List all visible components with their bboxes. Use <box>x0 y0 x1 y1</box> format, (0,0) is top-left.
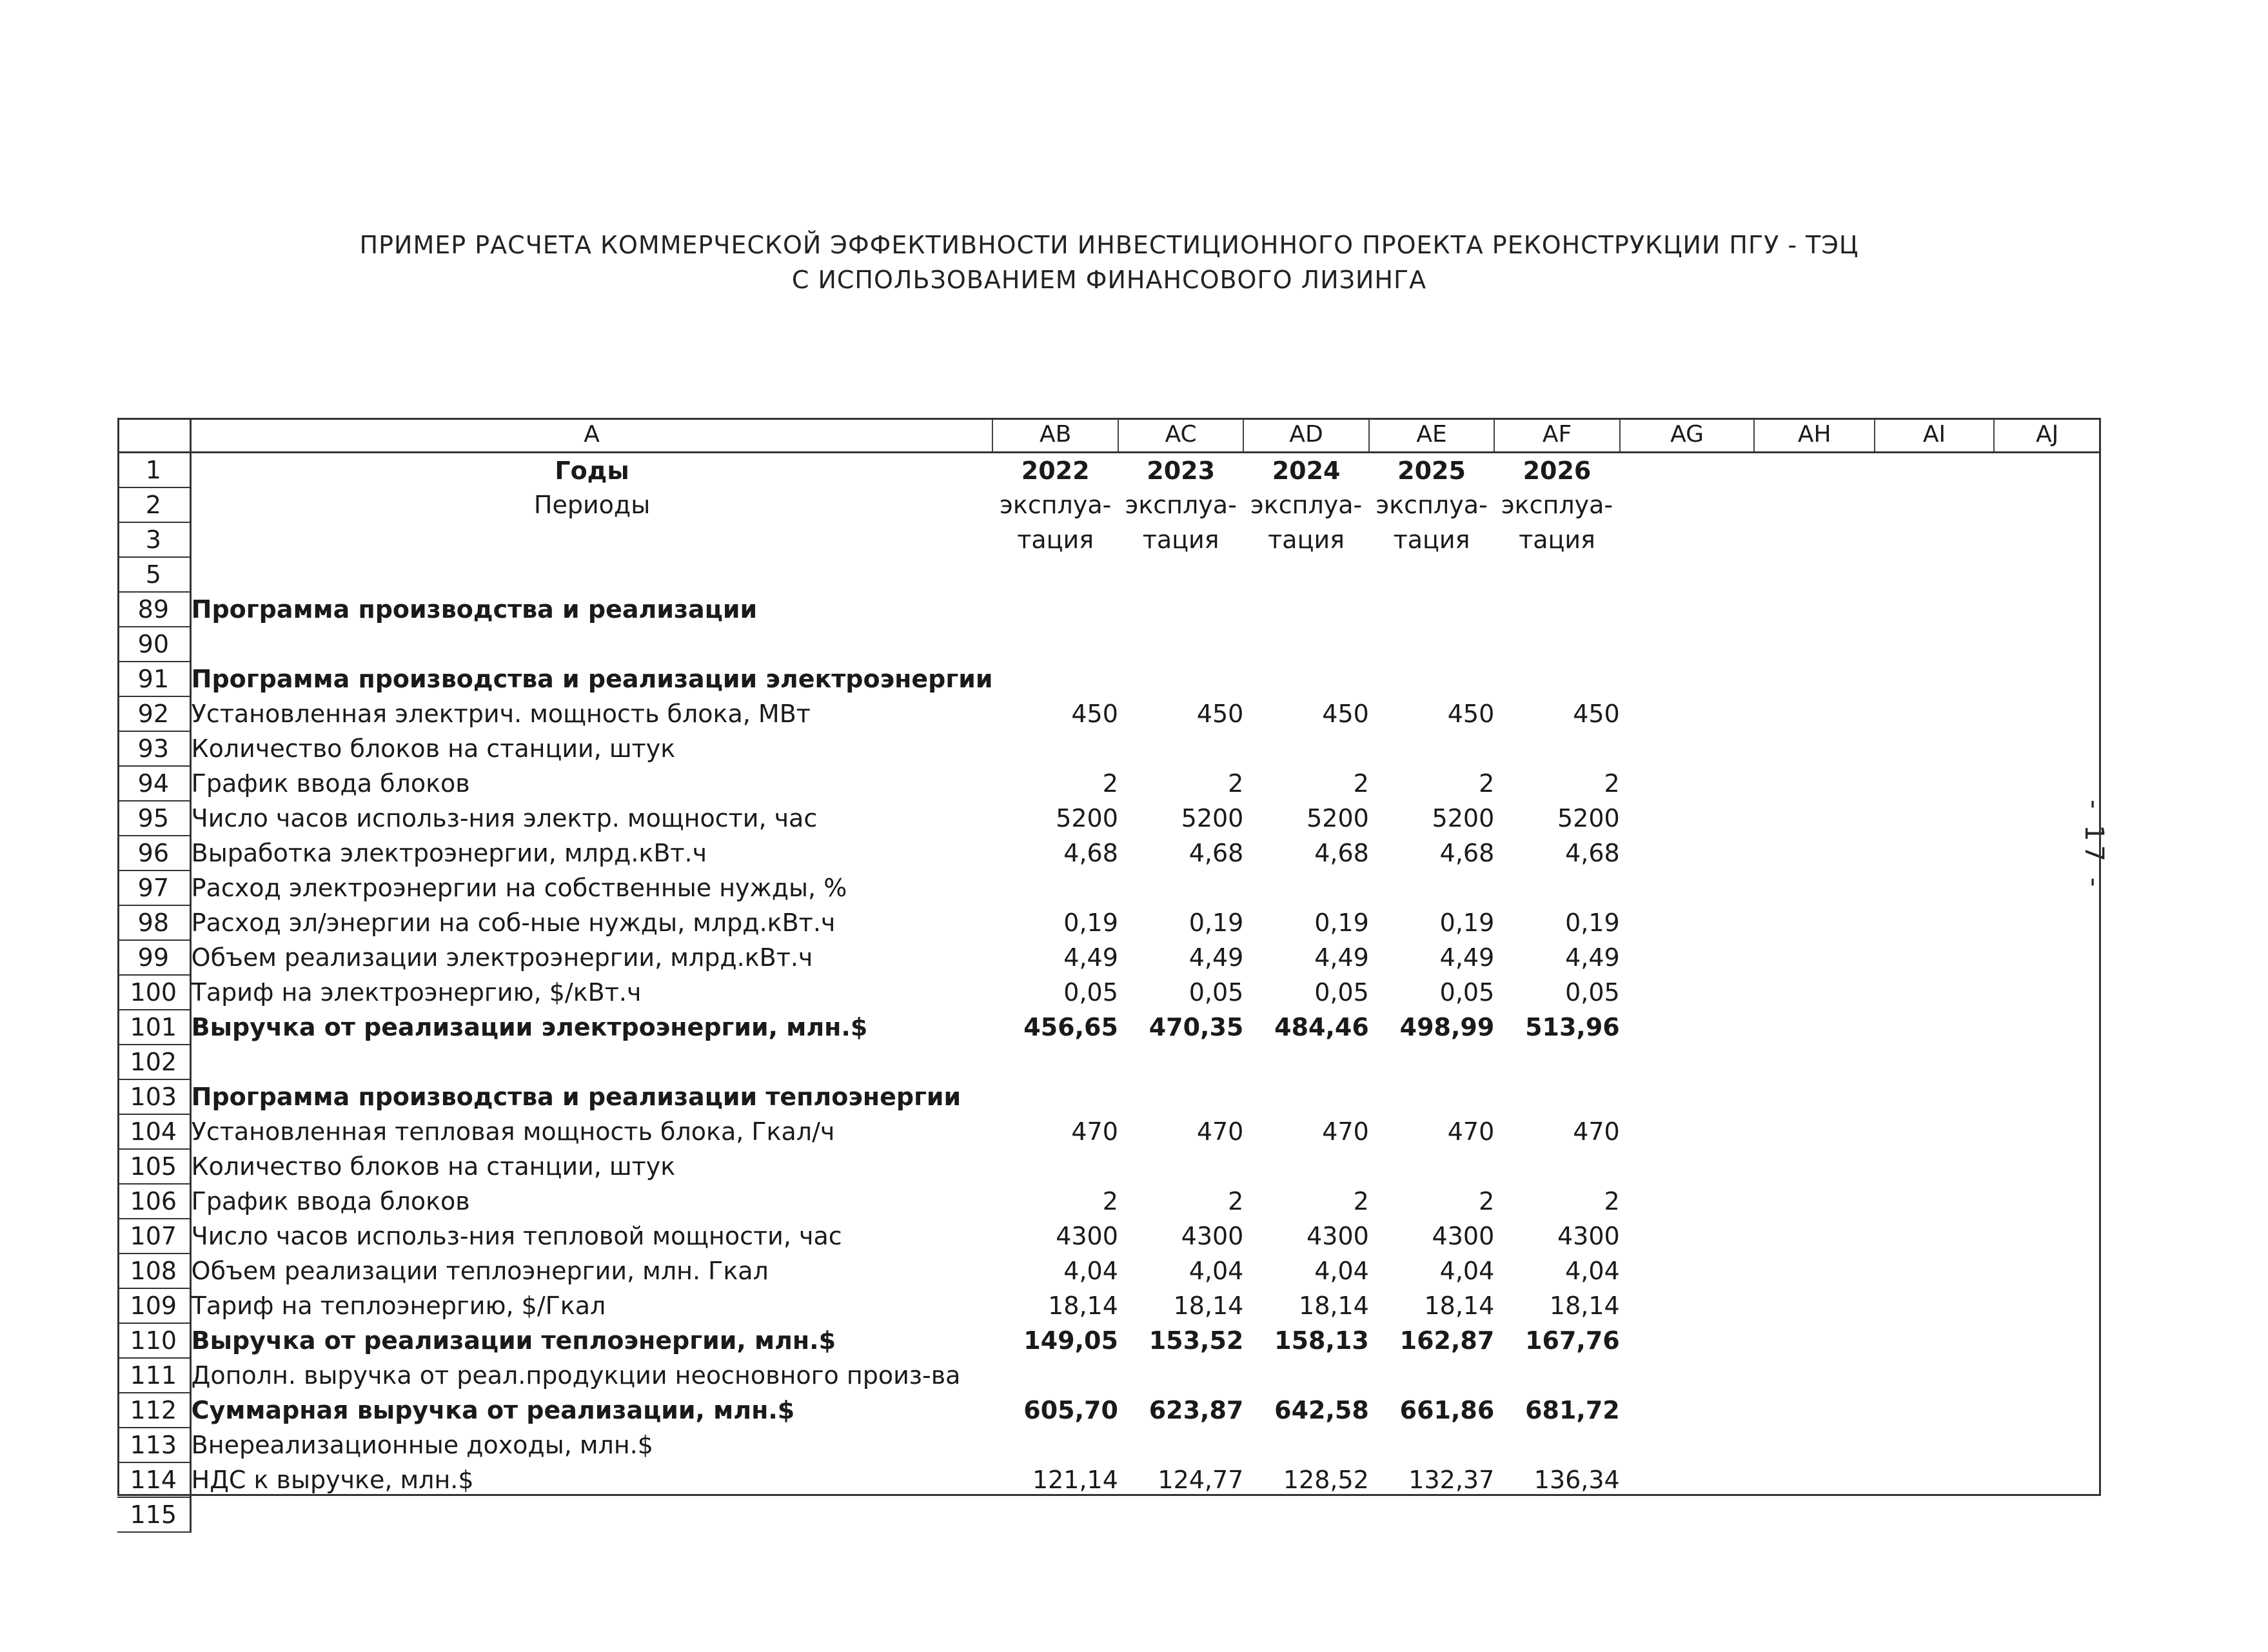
value-cell[interactable]: 4300 <box>1307 1222 1369 1250</box>
value-cell[interactable]: 149,05 <box>1023 1326 1118 1355</box>
spreadsheet <box>117 418 2101 1529</box>
value-cell[interactable]: 0,05 <box>1565 978 1620 1007</box>
value-cell[interactable] <box>1118 1497 1243 1532</box>
value-cell[interactable]: 2 <box>1479 1187 1495 1215</box>
value-cell[interactable]: 4,68 <box>1439 839 1495 867</box>
column-header-af[interactable]: AF <box>1494 418 1619 453</box>
value-cell[interactable]: 4,68 <box>1314 839 1369 867</box>
value-cell[interactable]: 0,19 <box>1565 909 1620 937</box>
value-cell[interactable]: 4,49 <box>1314 943 1369 972</box>
column-header-ah[interactable]: AH <box>1754 418 1874 453</box>
period-cell[interactable]: эксплуа- <box>1376 491 1488 519</box>
row-number[interactable]: 99 <box>117 940 190 975</box>
section-heading[interactable]: Программа производства и реализации <box>191 595 758 624</box>
row-label[interactable]: Количество блоков на станции, штук <box>191 1152 676 1181</box>
row-label[interactable]: Объем реализации электроэнергии, млрд.кВт.ч <box>191 943 813 972</box>
row-number[interactable]: 92 <box>117 696 190 731</box>
value-cell[interactable]: 5200 <box>1056 804 1118 832</box>
row-number[interactable]: 95 <box>117 801 190 836</box>
period-cell[interactable]: эксплуа- <box>1000 491 1112 519</box>
empty-cell[interactable] <box>1620 1497 1755 1532</box>
value-cell[interactable]: 4,04 <box>1063 1257 1118 1285</box>
value-cell[interactable]: 4300 <box>1557 1222 1620 1250</box>
row-label[interactable]: Суммарная выручка от реализации, млн.$ <box>191 1396 795 1424</box>
row-number[interactable]: 113 <box>117 1428 190 1462</box>
value-cell[interactable]: 450 <box>1447 700 1495 728</box>
value-cell[interactable]: 162,87 <box>1399 1326 1495 1355</box>
row-label[interactable]: Число часов использ-ния электр. мощности, час <box>191 804 818 832</box>
row-label[interactable]: Выручка от реализации электроэнергии, млн.$ <box>191 1013 868 1041</box>
row-number[interactable]: 102 <box>117 1045 190 1079</box>
row-number[interactable]: 91 <box>117 662 190 696</box>
value-cell[interactable]: 18,14 <box>1048 1292 1118 1320</box>
value-cell[interactable]: 5200 <box>1181 804 1244 832</box>
year-cell[interactable]: 2024 <box>1272 456 1341 485</box>
row-number[interactable]: 94 <box>117 766 190 801</box>
table-row <box>117 1497 2100 1532</box>
row-label[interactable]: Внереализационные доходы, млн.$ <box>191 1431 653 1459</box>
value-cell[interactable]: 2 <box>1228 1187 1244 1215</box>
value-cell[interactable]: 167,76 <box>1525 1326 1620 1355</box>
value-cell[interactable]: 470 <box>1447 1117 1495 1146</box>
value-cell[interactable]: 605,70 <box>1023 1396 1118 1424</box>
period-cell[interactable]: тация <box>1393 526 1470 554</box>
value-cell[interactable]: 0,19 <box>1439 909 1495 937</box>
row-number[interactable]: 115 <box>117 1497 190 1532</box>
value-cell[interactable]: 4,04 <box>1439 1257 1495 1285</box>
year-cell[interactable]: 2023 <box>1147 456 1216 485</box>
value-cell[interactable]: 4300 <box>1432 1222 1495 1250</box>
value-cell[interactable]: 4,49 <box>1063 943 1118 972</box>
row-label[interactable]: График ввода блоков <box>191 1187 470 1215</box>
row-number[interactable]: 103 <box>117 1079 190 1114</box>
row-number[interactable]: 1 <box>117 453 190 488</box>
column-header-a[interactable]: A <box>190 418 992 453</box>
value-cell[interactable]: 0,19 <box>1314 909 1369 937</box>
value-cell[interactable]: 121,14 <box>1032 1466 1118 1494</box>
value-cell[interactable]: 18,14 <box>1549 1292 1620 1320</box>
row-label[interactable]: Расход эл/энергии на соб-ные нужды, млрд.кВт.ч <box>191 909 836 937</box>
value-cell[interactable]: 2 <box>1604 769 1620 798</box>
period-cell[interactable]: тация <box>1519 526 1595 554</box>
value-cell[interactable]: 18,14 <box>1299 1292 1369 1320</box>
row-label[interactable]: Выручка от реализации теплоэнергии, млн.$ <box>191 1326 836 1355</box>
row-number[interactable]: 111 <box>117 1358 190 1393</box>
value-cell[interactable]: 450 <box>1573 700 1620 728</box>
column-header-ab[interactable]: AB <box>992 418 1118 453</box>
column-header-ae[interactable]: AE <box>1369 418 1494 453</box>
row-label[interactable]: Число часов использ-ния тепловой мощности, час <box>191 1222 842 1250</box>
row-number[interactable]: 93 <box>117 731 190 766</box>
period-cell[interactable]: эксплуа- <box>1250 491 1363 519</box>
value-cell[interactable]: 4,68 <box>1565 839 1620 867</box>
value-cell[interactable]: 4,68 <box>1063 839 1118 867</box>
row-number[interactable]: 100 <box>117 975 190 1010</box>
row-number[interactable]: 90 <box>117 627 190 662</box>
row-label[interactable]: Установленная тепловая мощность блока, Гкал/ч <box>191 1117 835 1146</box>
document-title-line-1: ПРИМЕР РАСЧЕТА КОММЕРЧЕСКОЙ ЭФФЕКТИВНОСТИ ИНВЕСТИЦИОННОГО ПРОЕКТА РЕКОНСТРУКЦИИ ПГУ - ТЭЦ <box>359 231 1859 259</box>
row-number[interactable]: 107 <box>117 1219 190 1254</box>
period-cell[interactable]: тация <box>1017 526 1094 554</box>
row-number[interactable]: 105 <box>117 1149 190 1184</box>
column-header-aj[interactable]: AJ <box>1994 418 2100 453</box>
year-cell[interactable]: 2026 <box>1523 456 1592 485</box>
column-header-ag[interactable]: AG <box>1620 418 1755 453</box>
value-cell[interactable]: 158,13 <box>1274 1326 1369 1355</box>
value-cell[interactable]: 450 <box>1071 700 1118 728</box>
value-cell[interactable]: 4300 <box>1056 1222 1118 1250</box>
row-number[interactable]: 109 <box>117 1288 190 1323</box>
value-cell[interactable]: 513,96 <box>1525 1013 1620 1041</box>
row-number[interactable]: 114 <box>117 1462 190 1497</box>
empty-cell[interactable] <box>1994 1497 2100 1532</box>
value-cell[interactable]: 4,04 <box>1188 1257 1244 1285</box>
document-title-line-2: С ИСПОЛЬЗОВАНИЕМ ФИНАНСОВОГО ЛИЗИНГА <box>791 266 1427 294</box>
value-cell[interactable]: 124,77 <box>1158 1466 1244 1494</box>
value-cell[interactable]: 5200 <box>1557 804 1620 832</box>
sheet-border <box>117 418 2101 1496</box>
value-cell[interactable]: 0,05 <box>1314 978 1369 1007</box>
value-cell[interactable]: 136,34 <box>1533 1466 1620 1494</box>
value-cell[interactable]: 128,52 <box>1283 1466 1369 1494</box>
row-label[interactable]: Расход электроэнергии на собственные нужды, % <box>191 874 847 902</box>
value-cell[interactable]: 498,99 <box>1399 1013 1495 1041</box>
value-cell[interactable]: 456,65 <box>1023 1013 1118 1041</box>
value-cell[interactable]: 0,19 <box>1188 909 1244 937</box>
value-cell[interactable]: 0,05 <box>1439 978 1495 1007</box>
value-cell[interactable]: 2 <box>1102 1187 1118 1215</box>
row-number[interactable]: 97 <box>117 870 190 905</box>
row-label[interactable]: Тариф на электроэнергию, $/кВт.ч <box>191 978 642 1007</box>
row-label[interactable] <box>190 1497 992 1532</box>
value-cell[interactable]: 18,14 <box>1173 1292 1244 1320</box>
value-cell[interactable]: 0,19 <box>1063 909 1118 937</box>
period-cell[interactable]: тация <box>1268 526 1345 554</box>
value-cell[interactable]: 2 <box>1102 769 1118 798</box>
column-header-ac[interactable]: AC <box>1118 418 1243 453</box>
value-cell[interactable]: 642,58 <box>1274 1396 1369 1424</box>
value-cell[interactable]: 132,37 <box>1408 1466 1495 1494</box>
empty-cell[interactable] <box>1875 1497 1994 1532</box>
row-number[interactable]: 106 <box>117 1184 190 1219</box>
value-cell[interactable] <box>1243 1497 1368 1532</box>
value-cell[interactable]: 4300 <box>1181 1222 1244 1250</box>
value-cell[interactable]: 4,04 <box>1314 1257 1369 1285</box>
value-cell[interactable]: 681,72 <box>1525 1396 1620 1424</box>
value-cell[interactable]: 470 <box>1196 1117 1244 1146</box>
row-number[interactable]: 110 <box>117 1323 190 1358</box>
value-cell[interactable]: 470,35 <box>1149 1013 1244 1041</box>
year-cell[interactable]: 2025 <box>1397 456 1466 485</box>
row-label[interactable]: Количество блоков на станции, штук <box>191 734 676 763</box>
row-label[interactable]: Выработка электроэнергии, млрд.кВт.ч <box>191 839 707 867</box>
row-number[interactable]: 98 <box>117 905 190 940</box>
value-cell[interactable]: 2 <box>1604 1187 1620 1215</box>
row-number[interactable]: 3 <box>117 522 190 557</box>
years-label[interactable]: Годы <box>555 456 629 485</box>
value-cell[interactable]: 4,49 <box>1439 943 1495 972</box>
period-cell[interactable]: тация <box>1142 526 1219 554</box>
row-number[interactable]: 112 <box>117 1393 190 1428</box>
value-cell[interactable]: 4,49 <box>1188 943 1244 972</box>
year-cell[interactable]: 2022 <box>1021 456 1090 485</box>
row-label[interactable]: Установленная электрич. мощность блока, МВт <box>191 700 811 728</box>
row-label[interactable]: График ввода блоков <box>191 769 470 798</box>
row-number[interactable]: 108 <box>117 1254 190 1288</box>
row-number[interactable]: 5 <box>117 557 190 592</box>
value-cell[interactable]: 5200 <box>1432 804 1495 832</box>
column-header-ad[interactable]: AD <box>1243 418 1368 453</box>
value-cell[interactable]: 4,68 <box>1188 839 1244 867</box>
value-cell[interactable]: 4,49 <box>1565 943 1620 972</box>
value-cell[interactable]: 2 <box>1353 769 1369 798</box>
value-cell[interactable]: 661,86 <box>1399 1396 1495 1424</box>
value-cell[interactable] <box>1494 1497 1619 1532</box>
row-number[interactable]: 104 <box>117 1114 190 1149</box>
row-label[interactable]: НДС к выручке, млн.$ <box>191 1466 474 1494</box>
value-cell[interactable]: 2 <box>1353 1187 1369 1215</box>
row-number[interactable]: 101 <box>117 1010 190 1045</box>
value-cell[interactable]: 153,52 <box>1149 1326 1244 1355</box>
row-label[interactable]: Дополн. выручка от реал.продукции неосновного произ-ва <box>191 1361 961 1390</box>
value-cell[interactable]: 2 <box>1228 769 1244 798</box>
value-cell[interactable]: 0,05 <box>1063 978 1118 1007</box>
value-cell[interactable]: 623,87 <box>1149 1396 1244 1424</box>
value-cell[interactable] <box>992 1497 1118 1532</box>
empty-cell[interactable] <box>1754 1497 1874 1532</box>
periods-label[interactable]: Периоды <box>533 491 651 519</box>
column-header-ai[interactable]: AI <box>1875 418 1994 453</box>
value-cell[interactable]: 2 <box>1479 769 1495 798</box>
value-cell[interactable]: 4,04 <box>1565 1257 1620 1285</box>
value-cell[interactable]: 470 <box>1071 1117 1118 1146</box>
value-cell[interactable]: 0,05 <box>1188 978 1244 1007</box>
value-cell[interactable] <box>1369 1497 1494 1532</box>
value-cell[interactable]: 450 <box>1322 700 1369 728</box>
value-cell[interactable]: 484,46 <box>1274 1013 1369 1041</box>
value-cell[interactable]: 470 <box>1322 1117 1369 1146</box>
value-cell[interactable]: 450 <box>1196 700 1244 728</box>
row-label[interactable]: Программа производства и реализации теплоэнергии <box>191 1083 961 1111</box>
page-number: - 17 - <box>2079 800 2109 891</box>
row-number[interactable]: 89 <box>117 592 190 627</box>
period-cell[interactable]: эксплуа- <box>1125 491 1237 519</box>
period-cell[interactable]: эксплуа- <box>1501 491 1613 519</box>
row-label[interactable]: Объем реализации теплоэнергии, млн. Гкал <box>191 1257 769 1285</box>
row-label[interactable]: Программа производства и реализации электроэнергии <box>191 665 993 693</box>
row-number[interactable]: 2 <box>117 487 190 522</box>
value-cell[interactable]: 470 <box>1573 1117 1620 1146</box>
value-cell[interactable]: 5200 <box>1307 804 1369 832</box>
row-label[interactable]: Тариф на теплоэнергию, $/Гкал <box>191 1292 606 1320</box>
value-cell[interactable]: 18,14 <box>1424 1292 1495 1320</box>
row-number[interactable]: 96 <box>117 836 190 870</box>
